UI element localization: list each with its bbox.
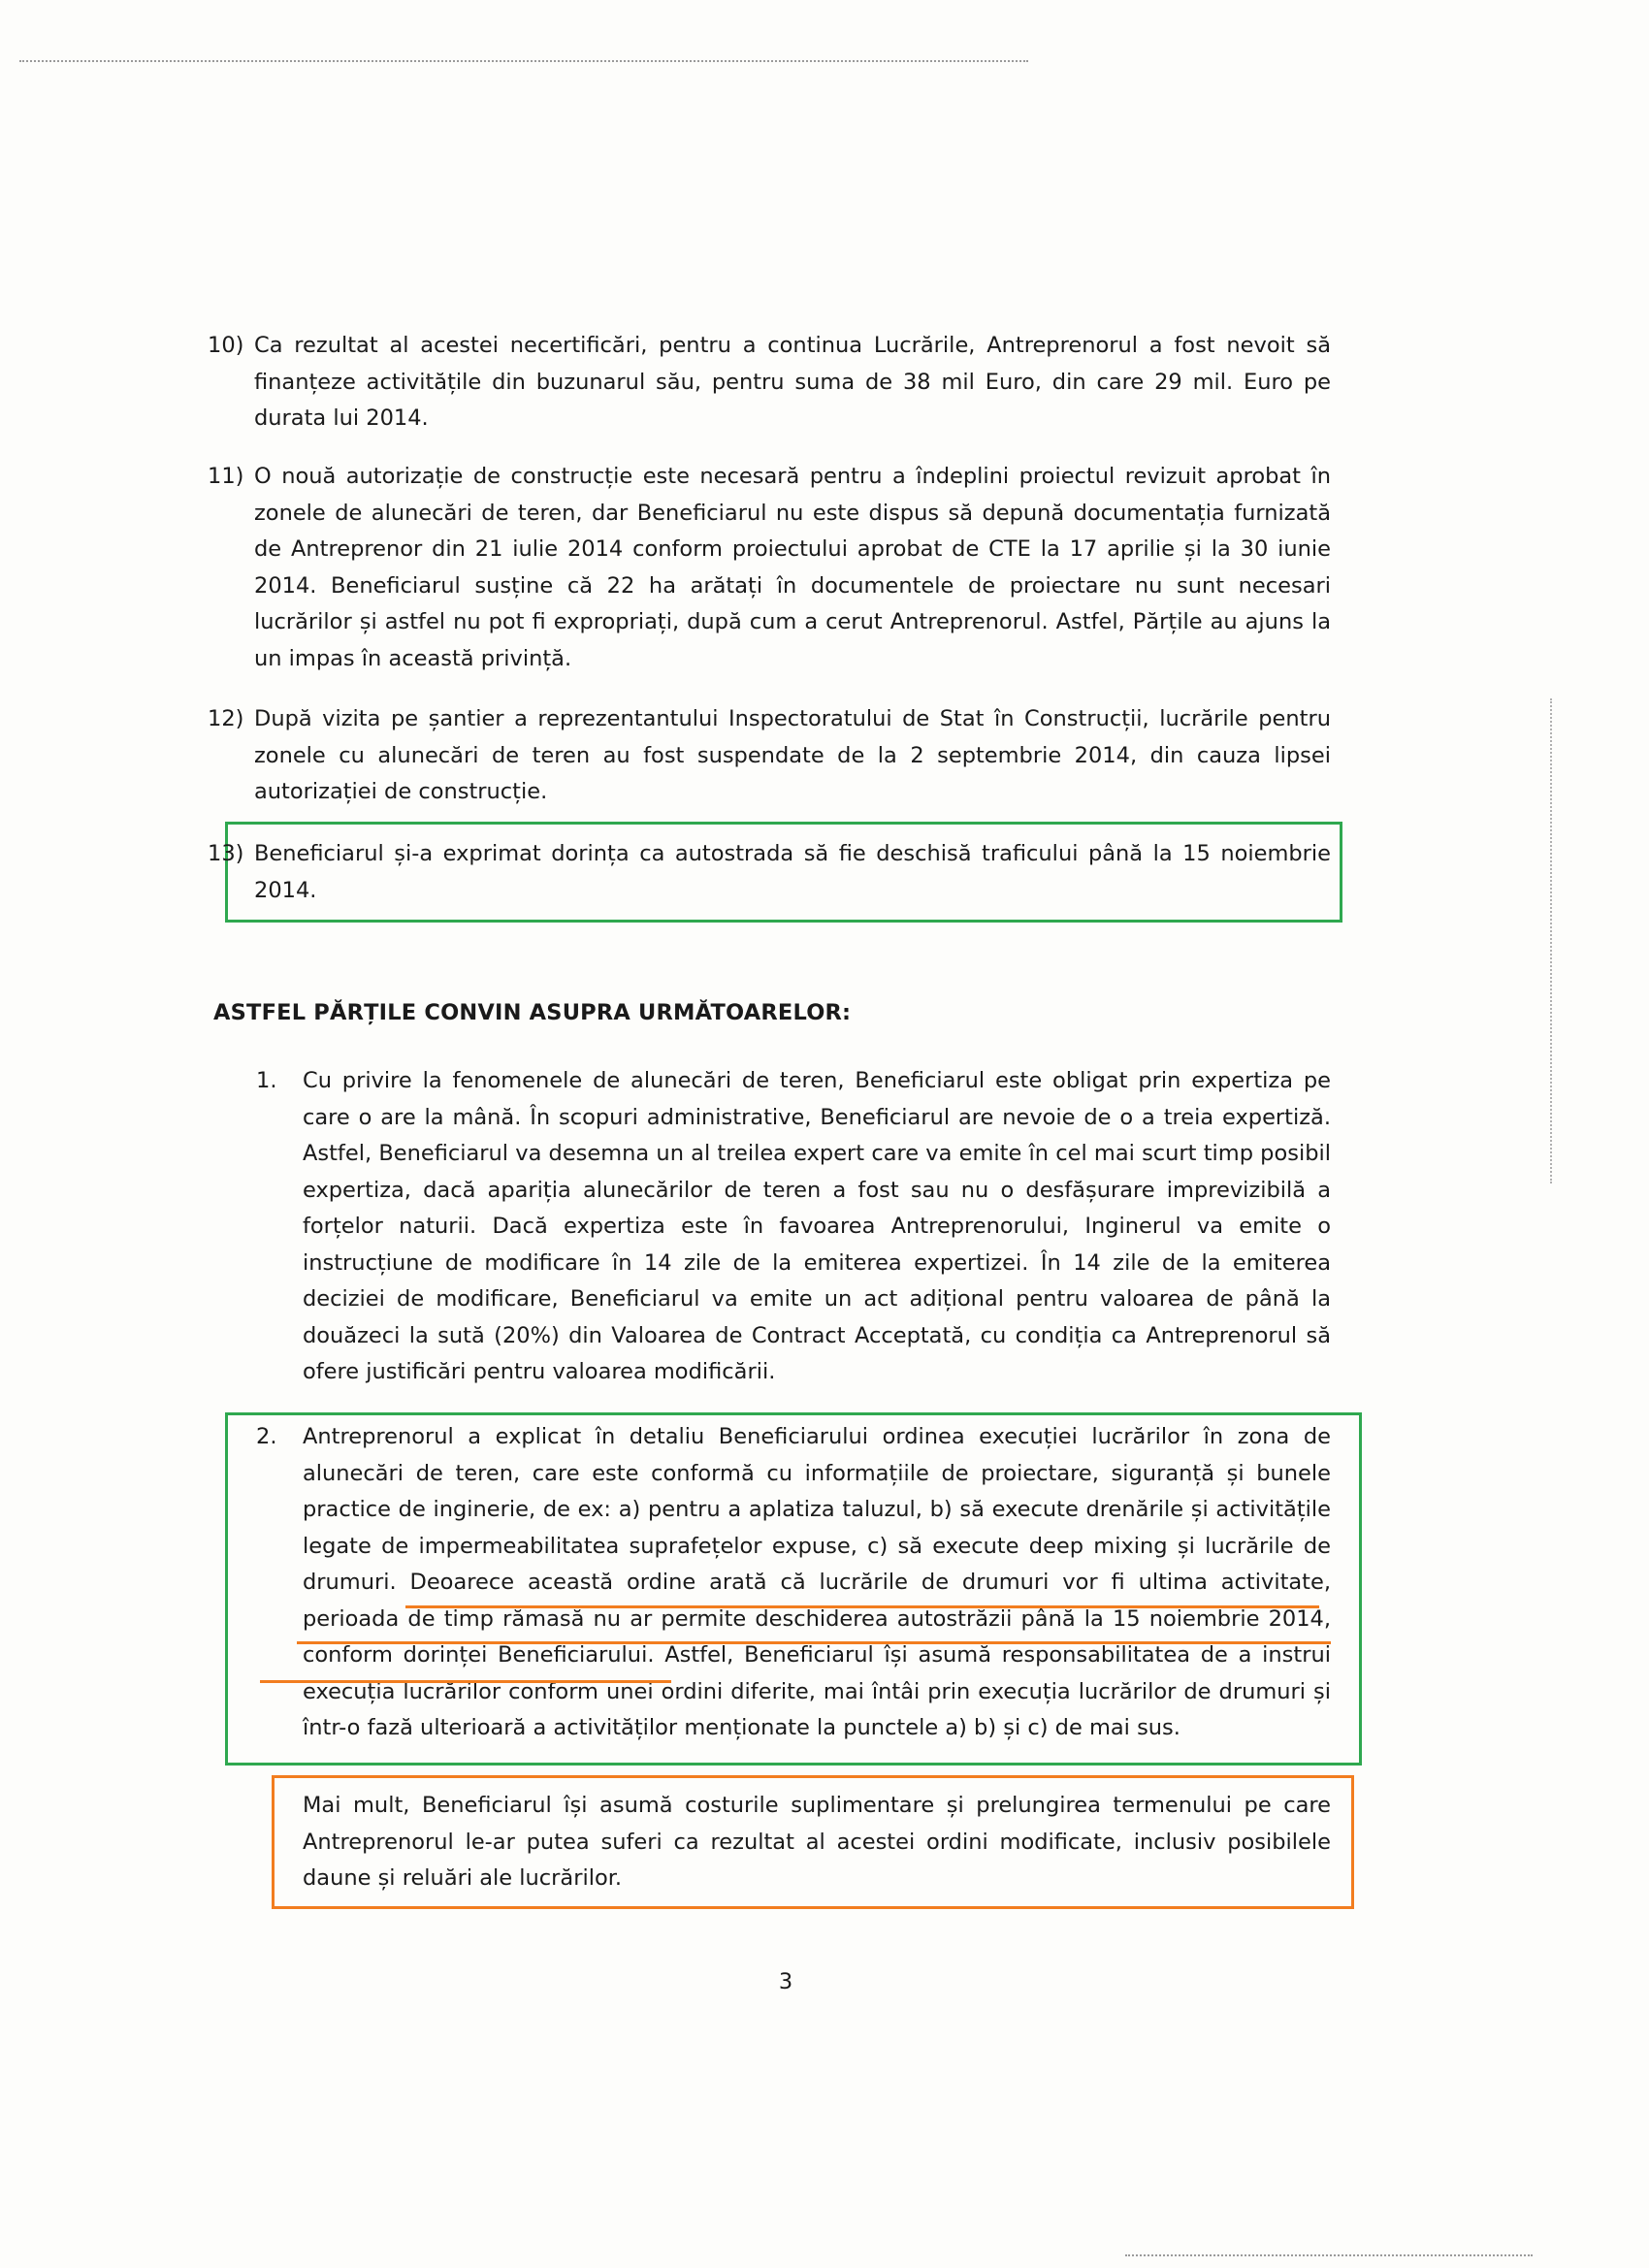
paragraph-10 xyxy=(208,328,1331,437)
scan-artifact-right-margin xyxy=(1550,698,1552,1183)
agreement-item-2-continuation xyxy=(303,1788,1331,1897)
scan-artifact-bottom xyxy=(1125,2254,1533,2256)
paragraph-number: 12) xyxy=(208,706,244,731)
continuation-text: Mai mult, Beneficiarul își asumă costurile suplimentare și prelungirea termenului pe care Antreprenorul le-ar putea suferi ca rezultat al acestei ordini modificate, inclusiv posibilele daune și reluări ale lucrărilor. xyxy=(303,1793,1331,1891)
item-text: Antreprenorul a explicat în detaliu Beneficiarului ordinea execuției lucrărilor în zona de alunecări de teren, care este conformă cu informațiile de proiectare, siguranță și bunele practice de inginerie, de ex: a) pentru a aplatiza taluzul, b) să execute drenările și activitățile legate de impermeabilitatea suprafețelor expuse, c) să execute deep mixing și lucrările de drumuri. Deoarece această ordine arată că lucrările de drumuri vor fi ultima activitate, perioada de timp rămasă nu ar permite deschiderea autostrăzii până la 15 noiembrie 2014, conform dorinței Beneficiarului. Astfel, Beneficiarul își asumă responsabilitatea de a instrui execuția lucrărilor conform unei ordini diferite, mai întâi prin execuția lucrărilor de drumuri și într-o fază ulterioară a activităților menționate la punctele a) b) și c) de mai sus. xyxy=(303,1424,1331,1740)
underline-mark xyxy=(405,1605,1319,1608)
agreement-item-2 xyxy=(256,1419,1331,1747)
scan-artifact-top xyxy=(19,60,1028,62)
paragraph-text: Beneficiarul și-a exprimat dorința ca autostrada să fie deschisă traficului până la 15 noiembrie 2014. xyxy=(254,841,1331,903)
underline-mark xyxy=(260,1680,671,1683)
paragraph-text: Ca rezultat al acestei necertificări, pentru a continua Lucrările, Antreprenorul a fost nevoit să finanțeze activitățile din buzunarul său, pentru suma de 38 mil Euro, din care 29 mil. Euro pe durata lui 2014. xyxy=(254,333,1331,431)
item-number: 2. xyxy=(256,1424,277,1449)
paragraph-number: 10) xyxy=(208,333,244,358)
underline-mark xyxy=(297,1641,1331,1644)
paragraph-text: O nouă autorizație de construcție este necesară pentru a îndeplini proiectul revizuit aprobat în zonele de alunecări de teren, dar Beneficiarul nu este dispus să depună documentația furnizată de Antreprenor din 21 iulie 2014 conform proiectului aprobat de CTE la 17 aprilie și la 30 iunie 2014. Beneficiarul susține că 22 ha arătați în documentele de proiectare nu sunt necesari lucrărilor și astfel nu pot fi expropriați, după cum a cerut Antreprenorul. Astfel, Părțile au ajuns la un impas în această privință. xyxy=(254,464,1331,671)
page-number: 3 xyxy=(778,1969,793,1994)
paragraph-number: 13) xyxy=(208,841,244,866)
paragraph-text: După vizita pe șantier a reprezentantului Inspectoratului de Stat în Construcții, lucrările pentru zonele cu alunecări de teren au fost suspendate de la 2 septembrie 2014, din cauza lipsei autorizației de construcție. xyxy=(254,706,1331,804)
section-heading: ASTFEL PĂRȚILE CONVIN ASUPRA URMĂTOARELOR: xyxy=(213,1000,852,1025)
paragraph-13 xyxy=(208,836,1331,909)
paragraph-12 xyxy=(208,701,1331,811)
item-text: Cu privire la fenomenele de alunecări de teren, Beneficiarul este obligat prin expertiza pe care o are la mână. În scopuri administrative, Beneficiarul are nevoie de o a treia expertiză. Astfel, Beneficiarul va desemna un al treilea expert care va emite în cel mai scurt timp posibil expertiza, dacă apariția alunecărilor de teren a fost sau nu o desfășurare imprevizibilă a forțelor naturii. Dacă expertiza este în favoarea Antreprenorului, Inginerul va emite o instrucțiune de modificare în 14 zile de la emiterea expertizei. În 14 zile de la emiterea deciziei de modificare, Beneficiarul va emite un act adițional pentru valoarea de până la douăzeci la sută (20%) din Valoarea de Contract Acceptată, cu condiția ca Antreprenorul să ofere justificări pentru valoarea modificării. xyxy=(303,1068,1331,1384)
paragraph-11 xyxy=(208,459,1331,677)
agreement-item-1 xyxy=(256,1063,1331,1391)
paragraph-number: 11) xyxy=(208,464,244,489)
item-number: 1. xyxy=(256,1068,277,1093)
